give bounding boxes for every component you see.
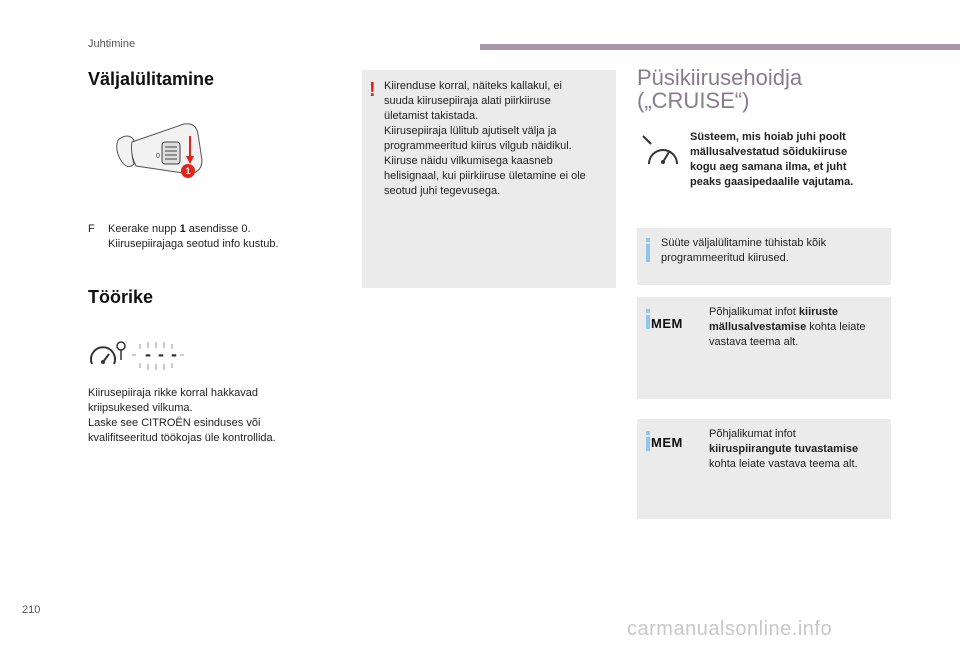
warning-box — [362, 70, 616, 288]
instruction-text-line2: Kiirusepiirajaga seotud info kustub. — [108, 238, 279, 250]
cruise-intro — [690, 130, 890, 190]
warning-line: helisignaal, kui piirkiiruse ületamine ei ole — [384, 170, 586, 182]
info2-pre: Põhjalikumat infot — [709, 306, 799, 318]
warning-text — [384, 79, 606, 199]
mem-icon: MEM — [651, 435, 683, 450]
info-box-ignition — [637, 228, 891, 285]
info-icon-bar — [646, 244, 650, 262]
instruction-text-bold: 1 — [179, 223, 186, 235]
info-text-memorise — [709, 305, 885, 350]
info3-line3: kohta leiate vastava teema alt. — [709, 458, 858, 470]
blinking-dashes: - - - — [145, 344, 178, 364]
speedometer-fault-icon — [88, 338, 200, 374]
cruise-stalk-illustration — [110, 112, 210, 184]
instruction-block — [88, 222, 348, 252]
info-box-speed-limit — [637, 419, 891, 519]
warning-line: ületamist takistada. — [384, 110, 479, 122]
fault-line: Kiirusepiiraja rikke korral hakkavad — [88, 387, 258, 399]
intro-line: mällusalvestatud sõidukiiruse — [690, 146, 848, 158]
cruise-control-icon — [641, 134, 681, 174]
svg-text:0: 0 — [156, 153, 160, 160]
header-bar — [480, 44, 960, 50]
intro-line: kogu aeg samana ilma, et juht — [690, 161, 847, 173]
heading-toorike: Töörike — [88, 287, 154, 307]
info2-line3: vastava teema alt. — [709, 336, 799, 348]
info-text-speed-limit — [709, 427, 885, 472]
info2-post: kohta leiate — [806, 321, 866, 333]
info-icon-bar — [646, 315, 650, 329]
bullet-symbol: F — [88, 223, 95, 235]
heading-cruise-line1: Püsikiirusehoidja — [637, 65, 803, 90]
info-text-ignition — [661, 236, 883, 266]
warning-line: seotud juhi tegevusega. — [384, 185, 501, 197]
section-label: Juhtimine — [88, 38, 136, 50]
warning-line: programmeeritud kiirus vilgub näidikul. — [384, 140, 572, 152]
fault-line: Laske see CITROËN esinduses või — [88, 417, 261, 429]
heading-cruise — [637, 66, 802, 112]
intro-line: peaks gaasipedaalile vajutama. — [690, 176, 854, 188]
info-line: programmeeritud kiirused. — [661, 252, 789, 264]
info-icon-bar — [646, 437, 650, 451]
warning-line: suuda kiirusepiiraja alati piirkiiruse — [384, 95, 551, 107]
warning-icon: ! — [369, 79, 376, 101]
fault-line: kriipsukesed vilkuma. — [88, 402, 193, 414]
intro-line: Süsteem, mis hoiab juhi poolt — [690, 131, 846, 143]
info-line: Süüte väljalülitamine tühistab kõik — [661, 237, 827, 249]
warning-line: Kiirusepiiraja lülitub ajutiselt välja ja — [384, 125, 557, 137]
info2-bold1: kiiruste — [798, 306, 839, 318]
fault-line: kvalifitseeritud töökojas üle kontrollida. — [88, 432, 276, 444]
info-icon — [646, 309, 650, 313]
watermark: carmanualsonline.info — [627, 618, 833, 640]
heading-cruise-line2: („CRUISE“) — [637, 88, 750, 113]
callout-1: 1 — [181, 164, 195, 178]
info3-bold: kiiruspiirangute tuvastamise — [709, 443, 859, 455]
page-number: 210 — [22, 604, 41, 616]
heading-valjalulitamine: Väljalülitamine — [88, 69, 215, 89]
fault-text — [88, 386, 348, 446]
info3-line1: Põhjalikumat infot — [709, 428, 796, 440]
info2-bold2: mällusalvestamise — [709, 321, 807, 333]
warning-line: Kiirenduse korral, näiteks kallakul, ei — [384, 80, 562, 92]
info-box-memorise — [637, 297, 891, 399]
warning-line: Kiiruse näidu vilkumisega kaasneb — [384, 155, 553, 167]
mem-icon: MEM — [651, 316, 683, 331]
info-icon — [646, 238, 650, 242]
instruction-text-post: asendisse 0. — [185, 223, 251, 235]
instruction-text-pre: Keerake nupp — [108, 223, 180, 235]
info-icon — [646, 431, 650, 435]
